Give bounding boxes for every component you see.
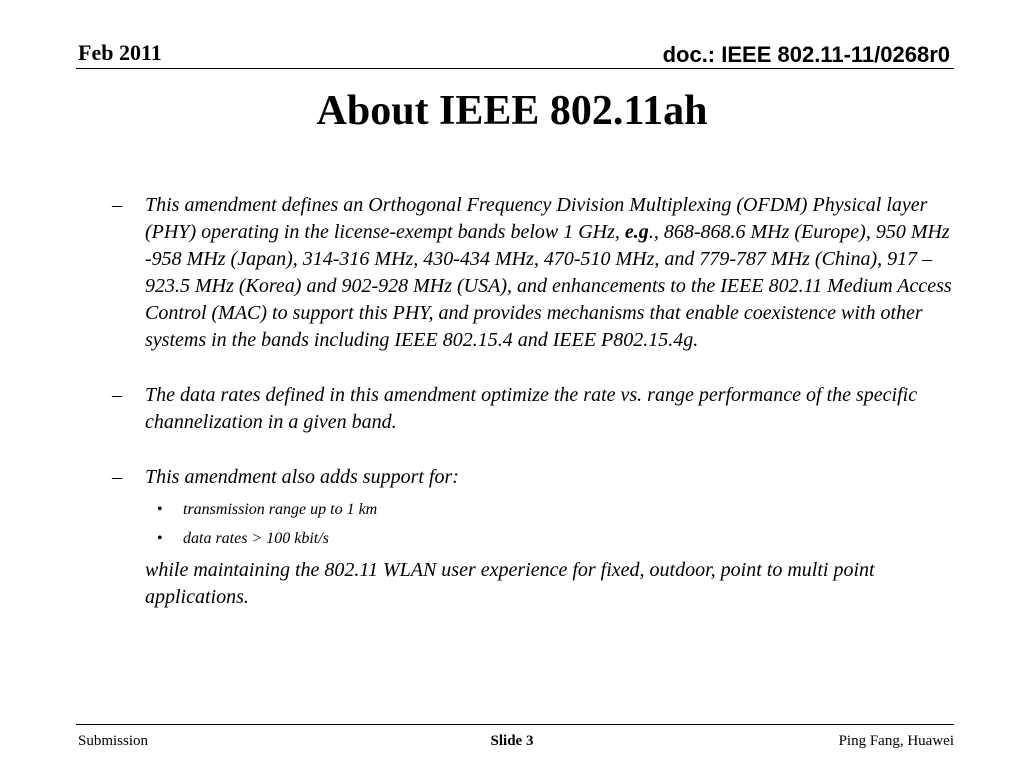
header-date: Feb 2011 [78,40,162,65]
bullet-marker: • [157,501,163,518]
footer-author: Ping Fang, Huawei [838,733,954,749]
item1-text-start: This amendment defines an Orthogonal Frequency Division Multiplexing (OFDM) Physical layer (PHY) operating in the license-exempt bands below 1 GHz, [145,194,928,243]
header-divider [76,68,954,69]
dash-marker: – [112,194,122,216]
dash-marker: – [112,384,122,406]
header-doc-id: doc.: IEEE 802.11-11/0268r0 [662,42,950,67]
trailing-text: while maintaining the 802.11 WLAN user experience for fixed, outdoor, point to multi point applications. [145,559,875,608]
slide-content [112,192,960,611]
footer-submission: Submission [78,733,149,749]
item2-text: The data rates defined in this amendment optimize the rate vs. range performance of the specific channelization in a given band. [145,384,918,433]
item1-eg: e.g [624,221,649,243]
sub-item-text: data rates > 100 kbit/s [183,530,329,547]
footer-slide-number: Slide 3 [490,733,534,749]
dash-marker: – [112,466,122,488]
sub-list-item [112,524,960,553]
list-item [112,464,960,491]
footer-divider [76,724,954,725]
bullet-marker: • [157,530,163,547]
item1-text-end: ., 868-868.6 MHz (Europe), 950 MHz -958 MHz (Japan), 314-316 MHz, 430-434 MHz, 470-510 MHz, and 779-787 MHz (China), 917 – 923.5 MHz (Korea) and 902-928 MHz (USA), and enhancements to the IEEE 802.11 Medium Access Control (MAC) to support this PHY, and provides mechanisms that enable coexistence with other systems in the bands including IEEE 802.15.4 and IEEE P802.15.4g. [145,221,952,351]
sub-item-text: transmission range up to 1 km [183,501,378,518]
item3-text: This amendment also adds support for: [145,466,459,488]
list-item [112,192,960,354]
sub-list-item [112,495,960,524]
list-item [112,382,960,436]
slide-title: About IEEE 802.11ah [316,88,708,134]
